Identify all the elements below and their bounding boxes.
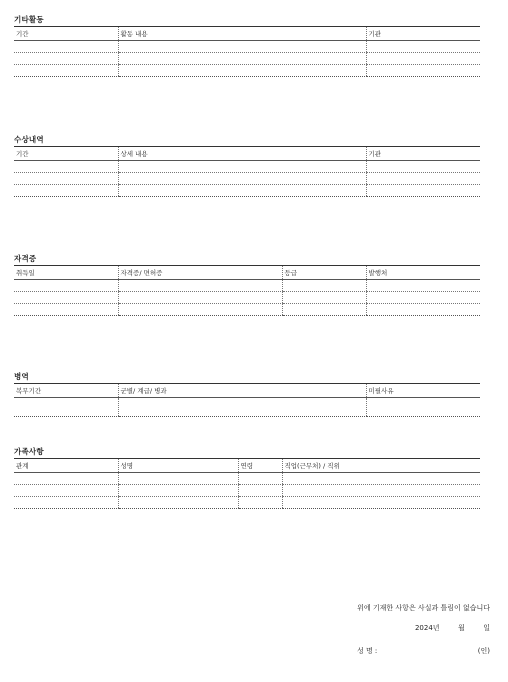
cell[interactable] [14,185,118,197]
column-header: 기관 [366,27,480,41]
cell[interactable] [366,173,480,185]
cell[interactable] [118,53,366,65]
cell[interactable] [366,65,480,77]
column-header: 기간 [14,147,118,161]
column-header: 군별/ 계급/ 병과 [118,384,366,398]
seal-label: (인) [477,647,490,655]
table-row [14,65,480,77]
cell[interactable] [366,161,480,173]
table-row [14,292,480,304]
cell[interactable] [118,280,282,292]
cell[interactable] [14,304,118,316]
column-header: 활동 내용 [118,27,366,41]
cell[interactable] [118,497,238,509]
cell[interactable] [366,304,480,316]
table-row [14,497,480,509]
name-label: 성 명 : [356,647,378,655]
cell[interactable] [118,398,366,417]
table-row [14,185,480,197]
cell[interactable] [14,280,118,292]
cell[interactable] [238,473,282,485]
cell[interactable] [14,497,118,509]
cell[interactable] [238,485,282,497]
confirmation-statement: 위에 기재한 사항은 사실과 틀림이 없습니다 [357,604,490,612]
cell[interactable] [366,185,480,197]
cell[interactable] [118,304,282,316]
date-year: 2024년 [414,624,440,632]
column-header: 자격증/ 면허증 [118,266,282,280]
military-table [14,383,480,417]
family-table [14,458,480,509]
column-header: 기간 [14,27,118,41]
table-row [14,173,480,185]
cell[interactable] [118,41,366,53]
column-header: 상세 내용 [118,147,366,161]
column-header: 취득일 [14,266,118,280]
column-header: 복무기간 [14,384,118,398]
table-row [14,304,480,316]
cell[interactable] [118,185,366,197]
cell[interactable] [238,497,282,509]
cell[interactable] [282,304,366,316]
awards-table [14,146,480,197]
cell[interactable] [118,161,366,173]
column-header: 직업(근무처) / 직위 [282,459,480,473]
column-header: 기관 [366,147,480,161]
cell[interactable] [118,173,366,185]
table-row [14,53,480,65]
cell[interactable] [14,41,118,53]
table-row [14,485,480,497]
cell[interactable] [366,398,480,417]
cell[interactable] [366,292,480,304]
column-header: 발행처 [366,266,480,280]
section-family [14,446,480,509]
table-row [14,41,480,53]
cell[interactable] [118,473,238,485]
cell[interactable] [14,65,118,77]
activities-table [14,26,480,77]
column-header: 미필사유 [366,384,480,398]
cell[interactable] [14,473,118,485]
section-title: 기타활동 [14,15,44,24]
section-activities [14,14,480,77]
column-header: 등급 [282,266,366,280]
table-row [14,280,480,292]
cell[interactable] [282,497,480,509]
cell[interactable] [366,53,480,65]
cell[interactable] [118,292,282,304]
cell[interactable] [282,280,366,292]
cell[interactable] [282,485,480,497]
section-title: 수상내역 [14,135,44,144]
cell[interactable] [366,280,480,292]
cell[interactable] [14,53,118,65]
column-header: 관계 [14,459,118,473]
certificates-table [14,265,480,316]
section-awards [14,134,480,197]
cell[interactable] [282,473,480,485]
section-title: 가족사항 [14,447,44,456]
section-title: 자격증 [14,254,37,263]
cell[interactable] [14,292,118,304]
cell[interactable] [282,292,366,304]
cell[interactable] [14,485,118,497]
signature-line [357,646,490,656]
cell[interactable] [14,161,118,173]
date-month-label: 월 [458,624,465,632]
table-row [14,473,480,485]
date-line [415,623,490,633]
table-row [14,398,480,417]
table-row [14,161,480,173]
column-header: 성명 [118,459,238,473]
date-day-label: 일 [483,624,490,632]
section-title: 병역 [14,372,29,381]
section-certificates [14,253,480,316]
column-header: 연령 [238,459,282,473]
cell[interactable] [366,41,480,53]
cell[interactable] [118,65,366,77]
cell[interactable] [14,173,118,185]
cell[interactable] [14,398,118,417]
cell[interactable] [118,485,238,497]
section-military [14,371,480,417]
